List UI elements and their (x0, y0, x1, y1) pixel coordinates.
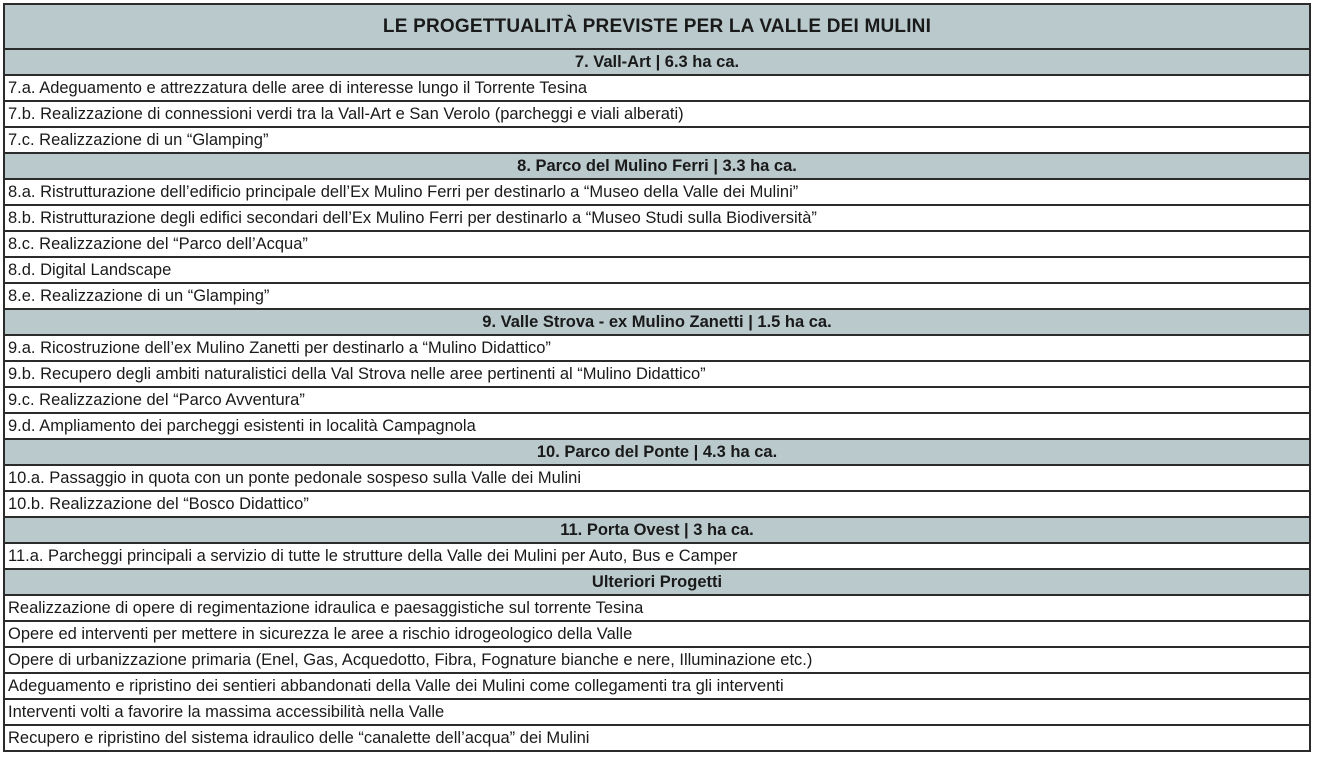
projects-table (3, 3, 1311, 752)
table-row: Realizzazione di opere di regimentazione idraulica e paesaggistiche sul torrente Tesina (5, 596, 1309, 622)
table-row: 8.e. Realizzazione di un “Glamping” (5, 284, 1309, 310)
table-row: 7.b. Realizzazione di connessioni verdi tra la Vall-Art e San Verolo (parcheggi e viali alberati) (5, 102, 1309, 128)
table-row: Interventi volti a favorire la massima accessibilità nella Valle (5, 700, 1309, 726)
table-row: Recupero e ripristino del sistema idraulico delle “canalette dell’acqua” dei Mulini (5, 726, 1309, 750)
table-title: LE PROGETTUALITÀ PREVISTE PER LA VALLE DEI MULINI (5, 5, 1309, 50)
table-row: 11.a. Parcheggi principali a servizio di tutte le strutture della Valle dei Mulini per Auto, Bus e Camper (5, 544, 1309, 570)
table-row: 7.c. Realizzazione di un “Glamping” (5, 128, 1309, 154)
table-row: 8.c. Realizzazione del “Parco dell’Acqua” (5, 232, 1309, 258)
table-row: 10.a. Passaggio in quota con un ponte pedonale sospeso sulla Valle dei Mulini (5, 466, 1309, 492)
table-row: 9.a. Ricostruzione dell’ex Mulino Zanetti per destinarlo a “Mulino Didattico” (5, 336, 1309, 362)
table-row: Opere di urbanizzazione primaria (Enel, Gas, Acquedotto, Fibra, Fognature bianche e nere, Illuminazione etc.) (5, 648, 1309, 674)
table-row: 9.d. Ampliamento dei parcheggi esistenti in località Campagnola (5, 414, 1309, 440)
section-header-further-projects: Ulteriori Progetti (5, 570, 1309, 596)
table-row: 10.b. Realizzazione del “Bosco Didattico” (5, 492, 1309, 518)
table-row: Opere ed interventi per mettere in sicurezza le aree a rischio idrogeologico della Valle (5, 622, 1309, 648)
table-row: 8.b. Ristrutturazione degli edifici secondari dell’Ex Mulino Ferri per destinarlo a “Museo Studi sulla Biodiversità” (5, 206, 1309, 232)
table-row: Adeguamento e ripristino dei sentieri abbandonati della Valle dei Mulini come collegamenti tra gli interventi (5, 674, 1309, 700)
section-header-10: 10. Parco del Ponte | 4.3 ha ca. (5, 440, 1309, 466)
table-row: 9.c. Realizzazione del “Parco Avventura” (5, 388, 1309, 414)
section-header-9: 9. Valle Strova - ex Mulino Zanetti | 1.5 ha ca. (5, 310, 1309, 336)
section-header-11: 11. Porta Ovest | 3 ha ca. (5, 518, 1309, 544)
section-header-8: 8. Parco del Mulino Ferri | 3.3 ha ca. (5, 154, 1309, 180)
table-row: 9.b. Recupero degli ambiti naturalistici della Val Strova nelle aree pertinenti al “Mulino Didattico” (5, 362, 1309, 388)
table-row: 7.a. Adeguamento e attrezzatura delle aree di interesse lungo il Torrente Tesina (5, 76, 1309, 102)
table-row: 8.a. Ristrutturazione dell’edificio principale dell’Ex Mulino Ferri per destinarlo a “Museo della Valle dei Mulini” (5, 180, 1309, 206)
table-row: 8.d. Digital Landscape (5, 258, 1309, 284)
section-header-7: 7. Vall-Art | 6.3 ha ca. (5, 50, 1309, 76)
